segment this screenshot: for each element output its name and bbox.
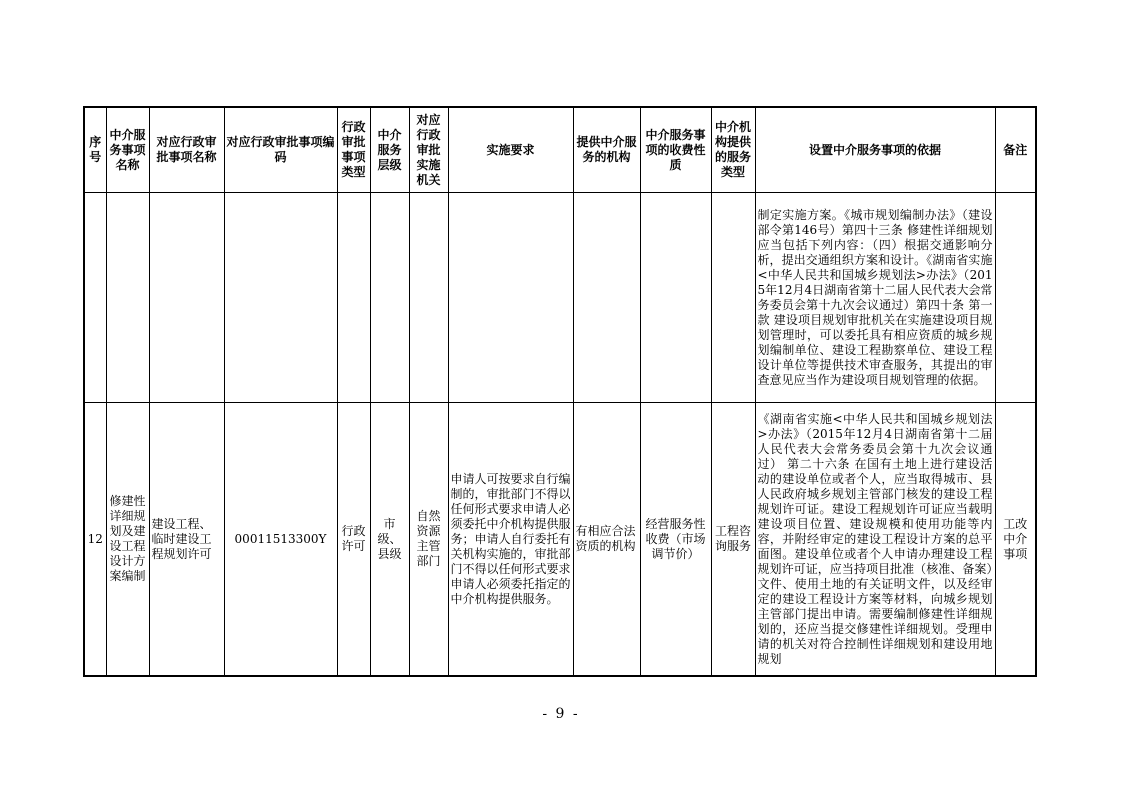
cell-fee-nature — [640, 193, 711, 403]
header-seq: 序号 — [84, 107, 106, 193]
cell-authority: 自然资源主管部门 — [409, 403, 448, 677]
cell-service-level — [370, 193, 409, 403]
cell-seq — [84, 193, 106, 403]
cell-remark — [995, 193, 1036, 403]
header-approval-code: 对应行政审批事项编码 — [224, 107, 337, 193]
cell-authority — [409, 193, 448, 403]
intermediary-service-table — [83, 106, 1037, 677]
cell-approval-name — [149, 193, 224, 403]
cell-requirements — [448, 193, 573, 403]
header-approval-name: 对应行政审批事项名称 — [149, 107, 224, 193]
cell-seq: 12 — [84, 403, 106, 677]
cell-provider — [573, 193, 640, 403]
header-remark: 备注 — [995, 107, 1036, 193]
cell-fee-nature: 经营服务性收费（市场调节价） — [640, 403, 711, 677]
cell-approval-type — [337, 193, 370, 403]
cell-service-name: 修建性详细规划及建设工程设计方案编制 — [106, 403, 149, 677]
cell-provider: 有相应合法资质的机构 — [573, 403, 640, 677]
cell-approval-code — [224, 193, 337, 403]
header-approval-type: 行政审批事项类型 — [337, 107, 370, 193]
header-service-level: 中介服务层级 — [370, 107, 409, 193]
cell-basis: 《湖南省实施<中华人民共和国城乡规划法>办法》（2015年12月4日湖南省第十二届人民代表大会常务委员会第十九次会议通过） 第二十六条 在国有土地上进行建设活动的建设单位或者个人，应当取得城市、县人民政府城乡规划主管部门核发的建设工程规划许可证。建设工程规划许可证应当载明建设项目位置、建设规模和使用功能等内容，并附经审定的建设工程设计方案的总平面图。建设单位或者个人申请办理建设工程规划许可证，应当持项目批准（核准、备案）文件、使用土地的有关证明文件，以及经审定的建设工程设计方案等材料，向城乡规划主管部门提出申请。需要编制修建性详细规划的，还应当提交修建性详细规划。受理申请的机关对符合控制性详细规划和建设用地规划 — [755, 403, 995, 677]
page-number: - 9 - — [542, 706, 580, 722]
cell-service-type — [711, 193, 755, 403]
header-basis: 设置中介服务事项的依据 — [755, 107, 995, 193]
cell-approval-code: 00011513300Y — [224, 403, 337, 677]
cell-approval-type: 行政许可 — [337, 403, 370, 677]
cell-requirements: 申请人可按要求自行编制的，审批部门不得以任何形式要求申请人必须委托中介机构提供服务；申请人自行委托有关机构实施的，审批部门不得以任何形式要求申请人必须委托指定的中介机构提供服务。 — [448, 403, 573, 677]
cell-basis: 制定实施方案。《城市规划编制办法》（建设部令第146号）第四十三条 修建性详细规划应当包括下列内容：（四）根据交通影响分析，提出交通组织方案和设计。《湖南省实施<中华人民共和国城乡规划法>办法》（2015年12月4日湖南省第十二届人民代表大会常务委员会第十九次会议通过）第四十条 第一款 建设项目规划审批机关在实施建设项目规划管理时，可以委托具有相应资质的城乡规划编制单位、建设工程勘察单位、建设工程设计单位等提供技术审查服务，其提出的审查意见应当作为建设项目规划管理的依据。 — [755, 193, 995, 403]
header-authority: 对应行政审批实施机关 — [409, 107, 448, 193]
header-service-name: 中介服务事项名称 — [106, 107, 149, 193]
cell-approval-name: 建设工程、临时建设工程规划许可 — [149, 403, 224, 677]
header-service-type: 中介机构提供的服务类型 — [711, 107, 755, 193]
cell-service-name — [106, 193, 149, 403]
table-row — [84, 403, 1036, 677]
cell-service-type: 工程咨询服务 — [711, 403, 755, 677]
header-provider: 提供中介服务的机构 — [573, 107, 640, 193]
header-row — [84, 107, 1036, 193]
cell-remark: 工改中介事项 — [995, 403, 1036, 677]
cell-service-level: 市级、县级 — [370, 403, 409, 677]
header-requirements: 实施要求 — [448, 107, 573, 193]
table-row — [84, 193, 1036, 403]
header-fee-nature: 中介服务事项的收费性质 — [640, 107, 711, 193]
